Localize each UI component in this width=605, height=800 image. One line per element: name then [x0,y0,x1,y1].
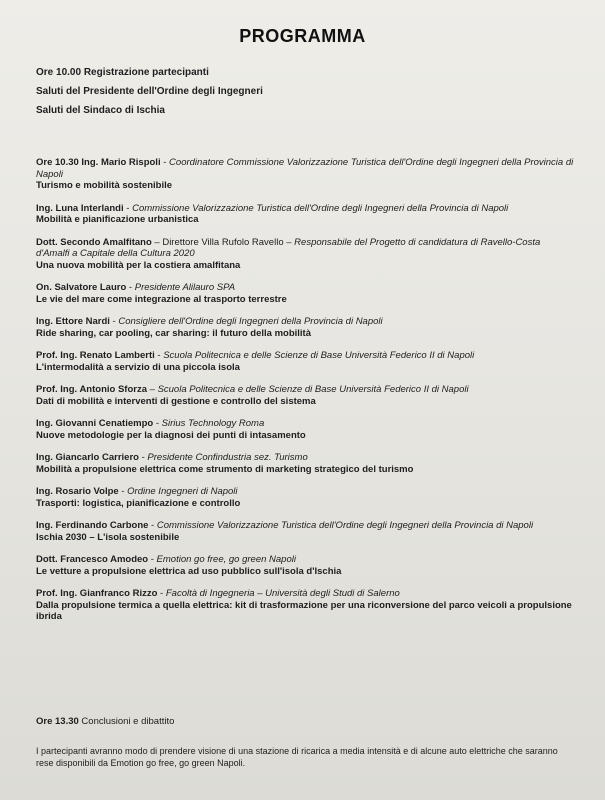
talk-topic: Le vetture a propulsione elettrica ad uso pubblico sull'isola d'Ischia [36,565,342,577]
talk-role: Scuola Politecnica e delle Scienze di Base Università Federico II di Napoli [163,350,475,361]
talk-role: Responsabile del Progetto di candidatura di Ravello-Costa d'Amalfi a Capitale della Cultura 2020 [36,236,541,259]
talk-separator: - [118,486,128,497]
talk-speaker: Ing. Giancarlo Carriero [36,452,139,463]
intro-line [36,85,576,98]
intro-text: Saluti del Sindaco di Ischia [36,105,165,116]
talk-topic: L'intermodalità a servizio di una piccola isola [36,361,240,373]
talk-role: Facoltà di Ingegneria – Università degli Studi di Salerno [165,588,400,599]
talk-speaker: Dott. Secondo Amalfitano [36,236,152,248]
talk-speaker: On. Salvatore Lauro [36,282,127,293]
talk-speaker: Ing. Ettore Nardi [36,316,110,327]
closing-text: Conclusioni e dibattito [78,716,175,727]
talk-role: Coordinatore Commissione Valorizzazione Turistica dell'Ordine degli Ingegneri della Provincia di Napoli [36,157,574,180]
talk-role: Consigliere dell'Ordine degli Ingegneri della Provincia di Napoli [118,316,383,327]
talk-separator: - [109,316,119,327]
intro-line [36,104,576,117]
talk-separator: - [160,157,170,168]
page-title: PROGRAMMA [239,26,366,46]
talk-role: Presidente Confindustria sez. Turismo [147,452,308,463]
talk-separator: - [126,282,135,293]
talk-topic: Le vie del mare come integrazione al trasporto terrestre [36,293,287,305]
talk-role: Ordine Ingegneri di Napoli [127,486,238,497]
talk-separator: - [154,350,164,361]
intro-block [36,66,576,123]
talk-role: Scuola Politecnica e delle Scienze di Base Università Federico II di Napoli [157,384,469,395]
talk-item [36,588,576,623]
talk-speaker: Ing. Ferdinando Carbone [36,520,149,531]
talk-separator: - [157,588,166,599]
talk-separator: - [148,520,157,531]
talk-topic: Dati di mobilità e interventi di gestione e controllo del sistema [36,395,316,407]
talk-item [36,282,576,305]
talk-item [36,203,576,226]
talk-item [36,554,576,577]
talk-role: Commissione Valorizzazione Turistica dell'Ordine degli Ingegneri della Provincia di Napoli [132,202,509,214]
talk-speaker: Ore 10.30 Ing. Mario Rispoli [36,157,161,168]
talk-topic: Nuove metodologie per la diagnosi dei punti di intasamento [36,429,306,441]
talk-list [36,157,576,634]
talk-separator: - [123,202,133,214]
intro-text: Saluti del Presidente dell'Ordine degli Ingegneri [36,86,263,97]
talk-separator: – Direttore Villa Rufolo Ravello – [151,236,295,248]
talk-speaker: Prof. Ing. Renato Lamberti [36,350,155,361]
talk-role: Emotion go free, go green Napoli [156,554,296,565]
talk-topic: Turismo e mobilità sostenibile [36,180,173,191]
talk-separator: - [153,418,162,429]
talk-item [36,384,576,407]
closing-note: I partecipanti avranno modo di prendere visione di una stazione di ricarica a media intensità e di alcune auto elettriche che saranno rese disponibili da Emotion go free, go green Napoli. [36,746,558,768]
talk-separator: – [147,384,158,395]
talk-separator: - [148,554,157,565]
talk-topic: Ischia 2030 – L'isola sostenibile [36,531,180,543]
talk-item [36,316,576,339]
talk-topic: Una nuova mobilità per la costiera amalfitana [36,259,241,271]
talk-topic: Ride sharing, car pooling, car sharing: il futuro della mobilità [36,327,312,339]
talk-item [36,418,576,441]
intro-time: Ore 10.00 [36,67,82,78]
closing-time: Ore 13.30 [36,716,79,727]
talk-role: Commissione Valorizzazione Turistica dell'Ordine degli Ingegneri della Provincia di Napoli [156,520,534,531]
talk-topic: Trasporti: logistica, pianificazione e controllo [36,497,241,509]
talk-speaker: Ing. Rosario Volpe [36,486,119,497]
talk-speaker: Ing. Luna Interlandi [36,202,124,214]
talk-item [36,520,576,543]
talk-topic: Mobilità a propulsione elettrica come strumento di marketing strategico del turismo [36,463,414,475]
talk-separator: - [138,452,148,463]
talk-item [36,452,576,475]
closing-line [36,716,174,727]
talk-role: Sirius Technology Roma [161,418,265,429]
talk-topic: Dalla propulsione termica a quella elettrica: kit di trasformazione per una riconversione del parco veicoli a propulsione ibrida [36,599,572,622]
talk-speaker: Ing. Giovanni Cenatiempo [36,418,154,429]
intro-text: Registrazione partecipanti [81,67,209,78]
talk-item [36,237,576,272]
talk-speaker: Prof. Ing. Antonio Sforza [36,384,147,395]
talk-item [36,157,576,192]
talk-speaker: Prof. Ing. Gianfranco Rizzo [36,588,158,599]
intro-line [36,66,576,79]
talk-topic: Mobilità e pianificazione urbanistica [36,214,199,225]
talk-item [36,350,576,373]
talk-speaker: Dott. Francesco Amodeo [36,554,149,565]
talk-role: Presidente Alilauro SPA [134,282,236,293]
talk-item [36,486,576,509]
